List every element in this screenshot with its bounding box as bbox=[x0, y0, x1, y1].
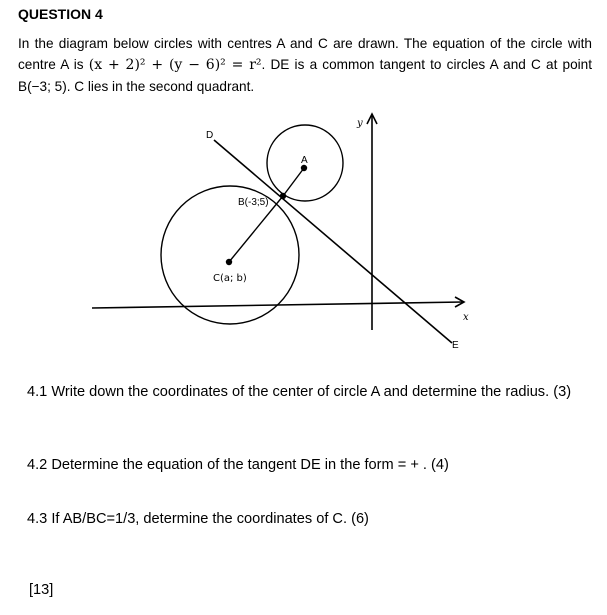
geometry-diagram bbox=[0, 100, 607, 360]
point-b bbox=[280, 193, 286, 199]
intro-text-2: . DE is a common tangent to circles A and C at point bbox=[261, 57, 593, 72]
question-4-1: 4.1 Write down the coordinates of the center of circle A and determine the radius. (3) bbox=[27, 384, 572, 400]
label-b: B(-3;5) bbox=[238, 197, 269, 208]
total-marks: [13] bbox=[29, 582, 54, 598]
intro-text-3: . C lies in the second quadrant. bbox=[66, 79, 255, 94]
circle-equation: (x + 2)² + (y − 6)² = r² bbox=[88, 57, 262, 73]
segment-ab bbox=[283, 168, 304, 196]
question-intro bbox=[18, 33, 592, 97]
label-e: E bbox=[452, 340, 459, 351]
question-4-2: 4.2 Determine the equation of the tangent DE in the form = + . (4) bbox=[27, 457, 449, 473]
point-b-coordinates: B(−3; 5) bbox=[18, 79, 67, 94]
label-a: A bbox=[301, 155, 308, 166]
circle-c bbox=[161, 186, 299, 324]
question-heading: QUESTION 4 bbox=[18, 6, 103, 22]
tangent-de bbox=[214, 140, 452, 343]
intro-text-1: In the diagram below circles with centres A and C are drawn. The equation of the circle with centre A is bbox=[18, 36, 592, 72]
question-4-3: 4.3 If AB/BC=1/3, determine the coordinates of C. (6) bbox=[27, 511, 369, 527]
label-d: D bbox=[206, 130, 214, 141]
point-c bbox=[226, 259, 232, 265]
label-x-axis: x bbox=[463, 312, 469, 323]
label-y-axis: y bbox=[357, 118, 363, 129]
label-c: C(a; b) bbox=[213, 273, 247, 284]
